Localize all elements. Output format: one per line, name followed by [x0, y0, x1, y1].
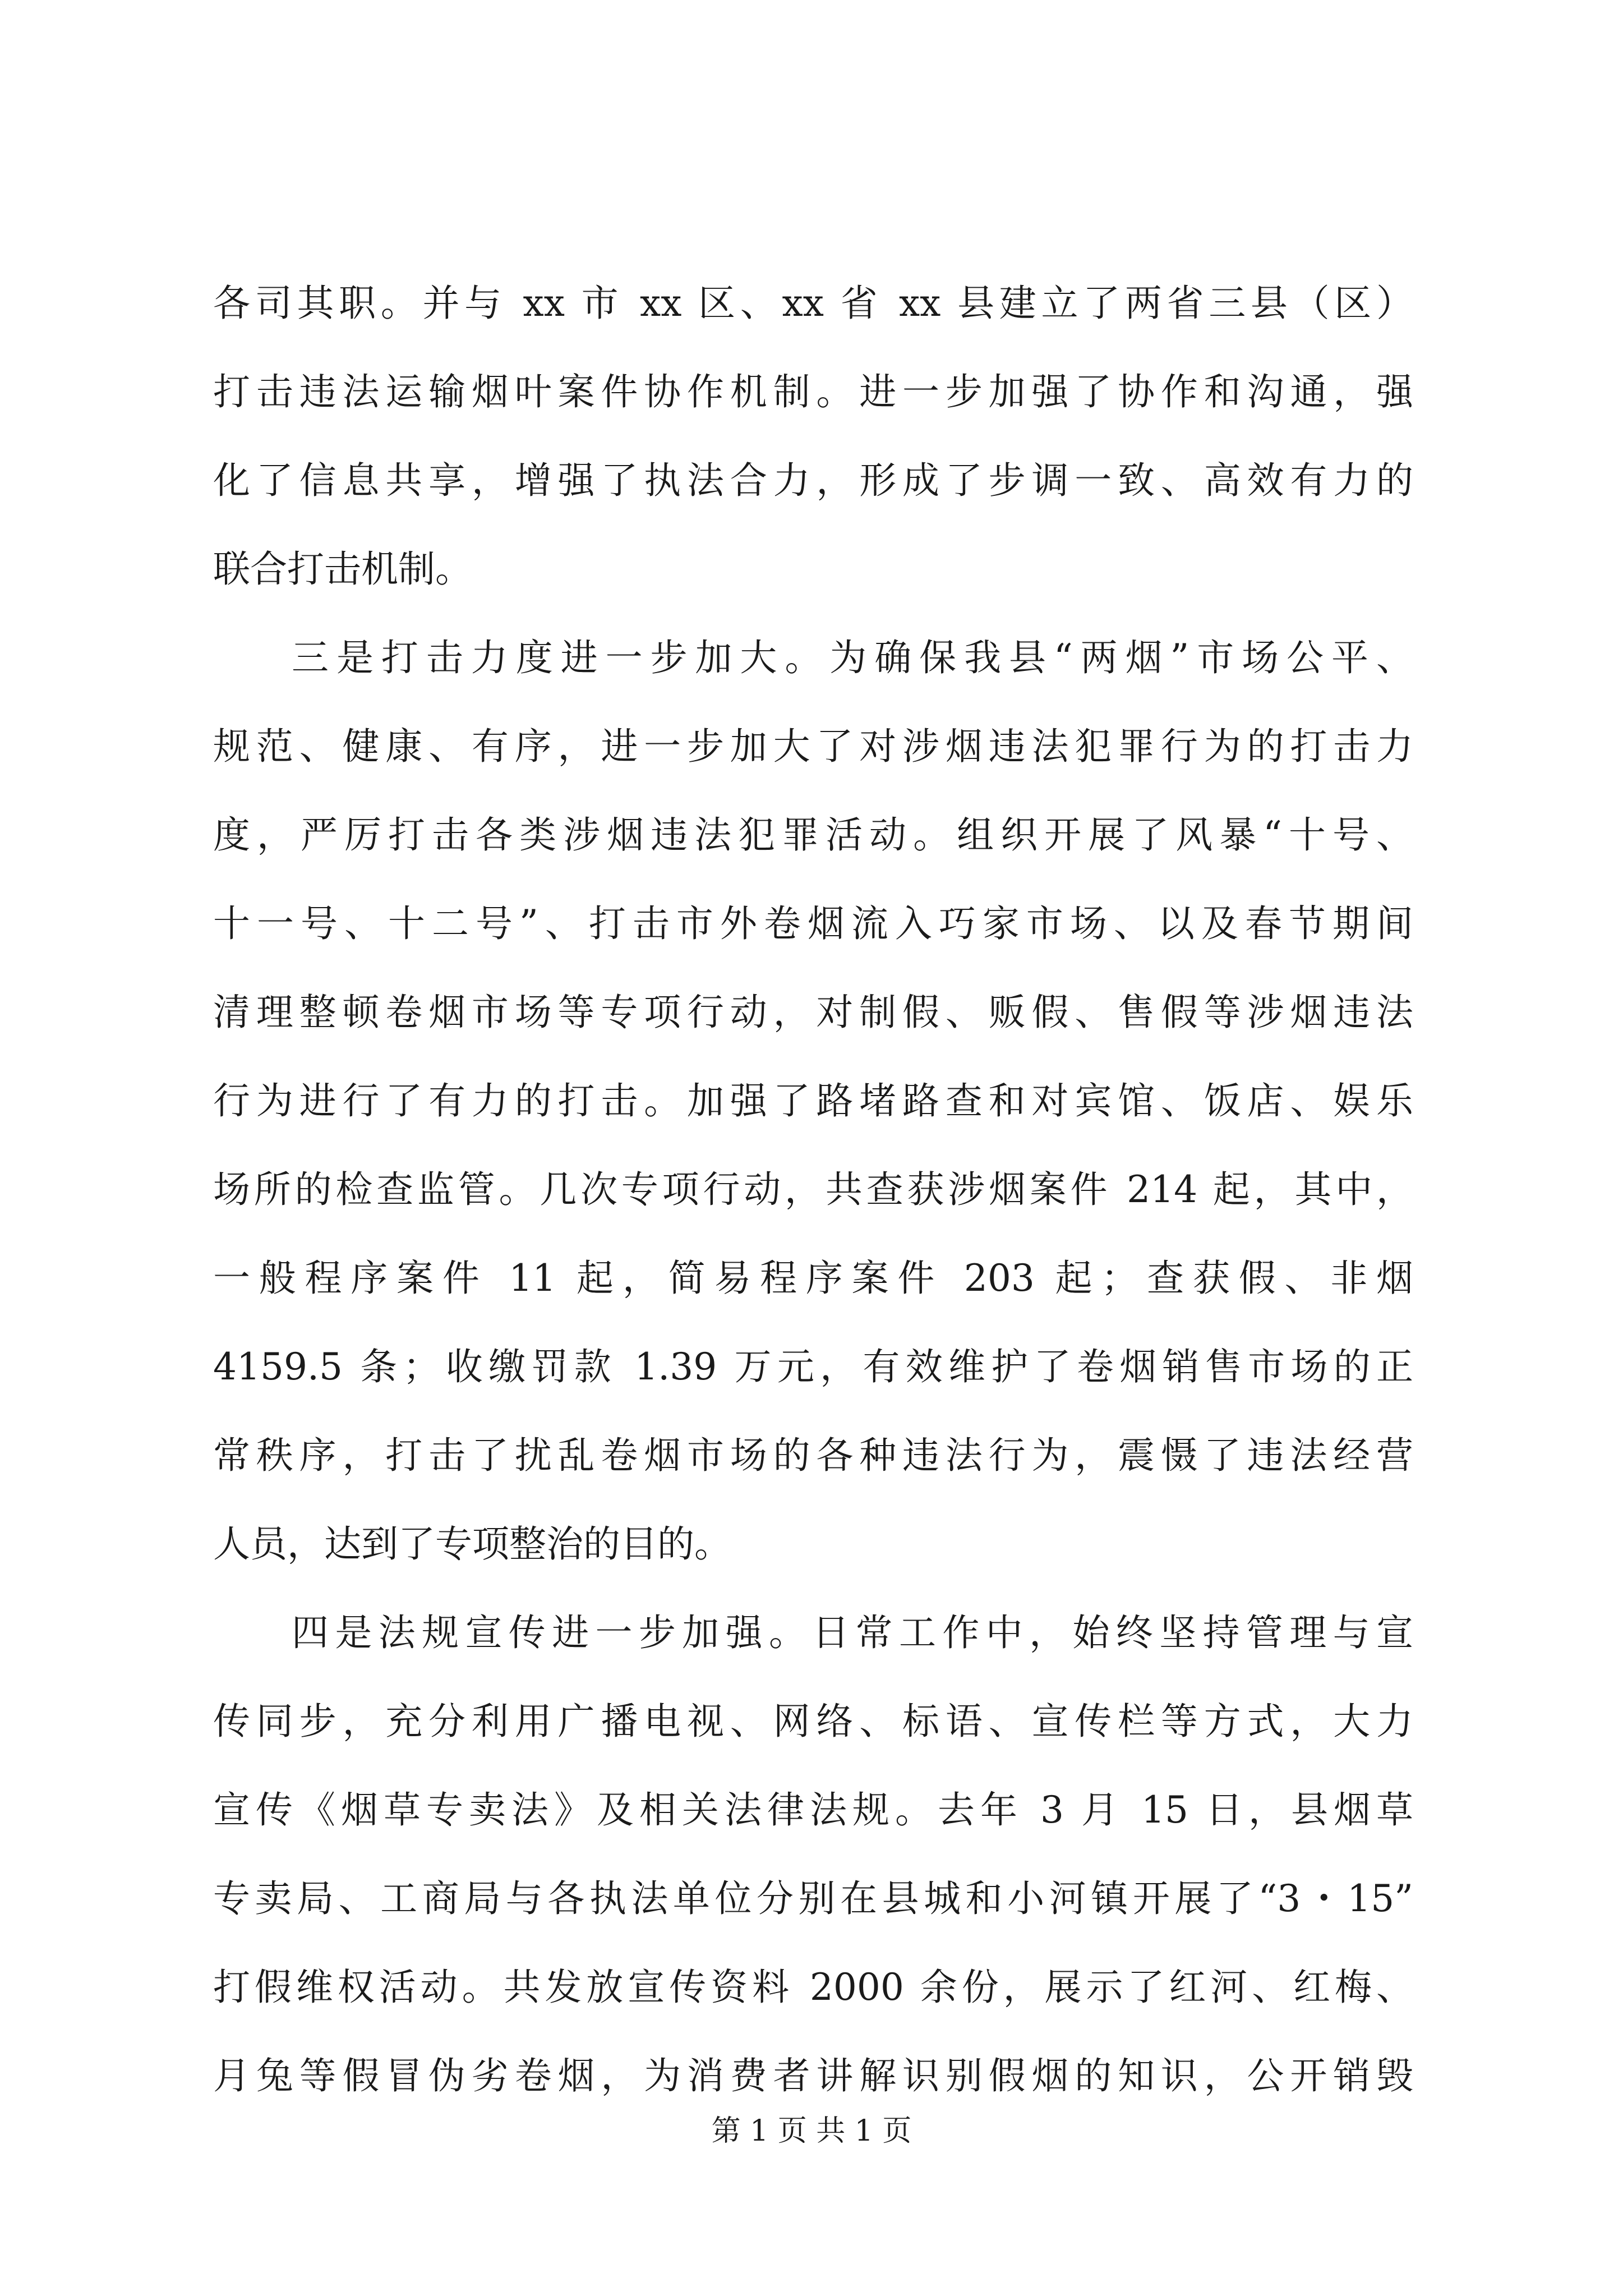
paragraph-first-line: 四是法规宣传进一步加强。日常工作中，始终坚持管理与宣 [292, 1611, 1413, 1654]
text-line: 4159.5 条；收缴罚款 1.39 万元，有效维护了卷烟销售市场的正 [213, 1345, 1413, 1388]
document-body [213, 259, 1413, 2120]
text-line: 行为进行了有力的打击。加强了路堵路查和对宾馆、饭店、娱乐 [213, 1079, 1413, 1122]
text-line: 月兔等假冒伪劣卷烟，为消费者讲解识别假烟的知识，公开销毁 [213, 2054, 1413, 2097]
text-line: 化了信息共享，增强了执法合力，形成了步调一致、高效有力的 [213, 459, 1413, 502]
text-line: 各司其职。并与 xx 市 xx 区、xx 省 xx 县建立了两省三县（区） [213, 282, 1413, 325]
paragraph-first-line: 三是打击力度进一步加大。为确保我县“两烟”市场公平、 [292, 636, 1413, 679]
text-line: 打假维权活动。共发放宣传资料 2000 余份，展示了红河、红梅、 [213, 1966, 1413, 2009]
text-line: 联合打击机制。 [213, 547, 472, 591]
text-line: 一般程序案件 11 起，简易程序案件 203 起；查获假、非烟 [213, 1257, 1413, 1300]
text-line: 十一号、十二号”、打击市外卷烟流入巧家市场、以及春节期间 [213, 902, 1413, 945]
text-line: 场所的检查监管。几次专项行动，共查获涉烟案件 214 起，其中， [213, 1168, 1413, 1211]
text-line: 专卖局、工商局与各执法单位分别在县城和小河镇开展了“3・15” [213, 1877, 1413, 1920]
text-line: 传同步，充分利用广播电视、网络、标语、宣传栏等方式，大力 [213, 1700, 1413, 1743]
text-line: 打击违法运输烟叶案件协作机制。进一步加强了协作和沟通，强 [213, 370, 1413, 413]
text-line: 宣传《烟草专卖法》及相关法律法规。去年 3 月 15 日，县烟草 [213, 1788, 1413, 1832]
page-footer [0, 2107, 1623, 2149]
text-line: 规范、健康、有序，进一步加大了对涉烟违法犯罪行为的打击力 [213, 725, 1413, 768]
text-line: 清理整顿卷烟市场等专项行动，对制假、贩假、售假等涉烟违法 [213, 991, 1413, 1034]
text-line: 度，严厉打击各类涉烟违法犯罪活动。组织开展了风暴“十号、 [213, 813, 1413, 857]
text-line: 常秩序，打击了扰乱卷烟市场的各种违法行为，震慑了违法经营 [213, 1434, 1413, 1477]
page-number-label: 第 1 页 共 1 页 [711, 2114, 912, 2148]
text-line: 人员，达到了专项整治的目的。 [213, 1522, 731, 1566]
